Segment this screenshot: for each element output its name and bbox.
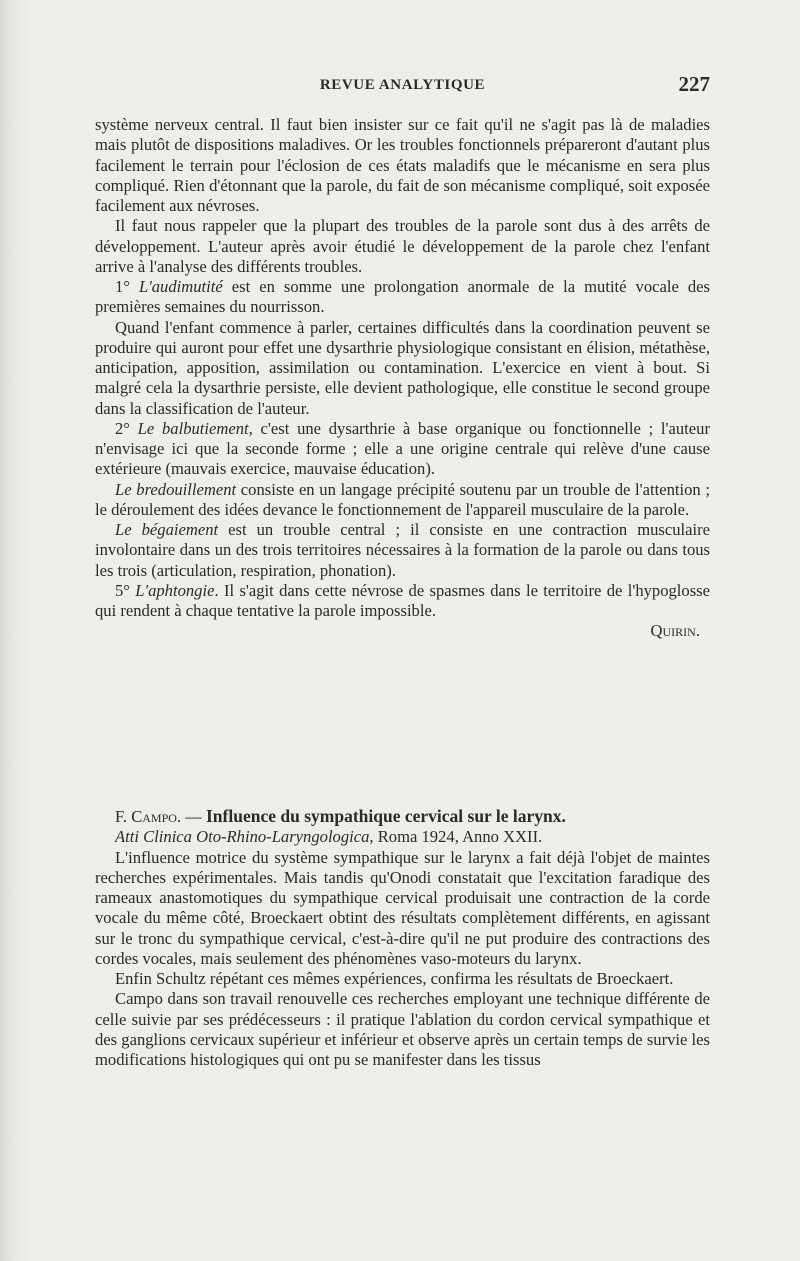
- paragraph: système nerveux central. Il faut bien insister sur ce fait qu'il ne s'agit pas là de maladies mais plutôt de dispositions maladives. Or les troubles fonctionnels prépareront d'autant plus facilement le terrain pour l'éclosion de ces états maladifs que le mécanisme en sera plus compliqué. Rien d'étonnant que la parole, du fait de son mécanisme compliqué, soit exposée facilement aux névroses.: [95, 115, 710, 215]
- article-author: F. Campo.: [115, 807, 182, 826]
- paragraph-text: , c'est une dysarthrie à base organique ou fonctionnelle ; l'auteur n'envisage ici que la seconde forme ; elle a une origine centrale qui relève d'une cause extérieure (mauvais exercice, mauvaise éducation).: [95, 418, 710, 479]
- paragraph: Il faut nous rappeler que la plupart des troubles de la parole sont dus à des arrêts de développement. L'auteur après avoir étudié le développement de la parole chez l'enfant arrive à l'analyse des différents troubles.: [95, 216, 710, 276]
- paragraph: Enfin Schultz répétant ces mêmes expériences, confirma les résultats de Broeckaert.: [115, 969, 674, 988]
- running-title: REVUE ANALYTIQUE: [319, 77, 486, 93]
- paragraph: [95, 480, 710, 521]
- page-header: [95, 72, 710, 102]
- article-citation: [95, 827, 710, 847]
- paragraph: [95, 419, 710, 480]
- paragraph: [95, 581, 710, 622]
- list-number: 2°: [115, 418, 138, 438]
- article-heading: [95, 806, 710, 848]
- list-number: 1°: [115, 277, 139, 296]
- article-title: Influence du sympathique cervical sur le larynx.: [205, 806, 566, 826]
- list-number: 5°: [115, 580, 136, 600]
- term: L'audimutité: [138, 277, 223, 296]
- term: Le balbutiement: [137, 418, 249, 438]
- paragraph-text: . Il s'agit dans cette névrose de spasmes dans le territoire de l'hypoglosse qui rendent à chaque tentative la parole impossible.: [95, 580, 710, 620]
- review-body: [95, 115, 710, 642]
- paragraph: Quand l'enfant commence à parler, certaines difficultés dans la coordination peuvent se produire qui auront pour effet une dysarthrie physiologique consistant en élision, métathèse, anticipation, apposition, assimilation ou contamination. L'exercice en vient à bout. Si malgré cela la dysarthrie persiste, elle devient pathologique, elle constitue le second groupe dans la classification de l'auteur.: [95, 317, 710, 418]
- paragraph: Campo dans son travail renouvelle ces recherches employant une technique différente de celle suivie par ses prédécesseurs : il pratique l'ablation du cordon cervical sympathique et des ganglions cervicaux supérieur et inférieur et observe après un certain temps de survie les modifications histologiques qui ont pu se manifester dans les tissus: [95, 989, 710, 1069]
- reviewer-signature: Quirin.: [650, 621, 700, 641]
- paragraph-text: est un trouble central ; il consiste en une contraction musculaire involontaire dans un des trois territoires nécessaires à la formation de la parole ou dans tous les trois (articulation, respiration, phonation).: [95, 520, 711, 580]
- page-number: 227: [678, 72, 710, 96]
- citation-details: , Roma 1924, Anno XXII.: [369, 827, 543, 847]
- term: Le bégaiement: [115, 520, 219, 539]
- term: L'aphtongie: [135, 580, 215, 600]
- paragraph: [95, 277, 710, 318]
- term: Le bredouillement: [115, 479, 237, 499]
- review-article: [95, 806, 710, 1070]
- paragraph: L'influence motrice du système sympathique sur le larynx a fait déjà l'objet de maintes recherches expérimentales. Mais tandis qu'Onodi constatait que l'excitation faradique des rameaux anastomotiques du sympathique cervical produisait une contraction de la corde vocale du même côté, Broeckaert obtint des résultats complètement différents, en agissant sur le tronc du sympathique cervical, c'est-à-dire qu'il ne put produire des contractions des cordes vocales, mais seulement des phénomènes vaso-moteurs du larynx.: [95, 847, 710, 968]
- paragraph: [95, 520, 710, 581]
- journal-name: Atti Clinica Oto-Rhino-Laryngologica: [115, 827, 370, 847]
- paragraph-text: est en somme une prolongation anormale de la mutité vocale des premières semaines du nourrisson.: [95, 277, 710, 317]
- paragraph-text: consiste en un langage précipité soutenu par un trouble de l'attention ; le déroulement des idées devance le fonctionnement de l'appareil musculaire de la parole.: [95, 479, 710, 519]
- heading-dash: —: [181, 807, 206, 826]
